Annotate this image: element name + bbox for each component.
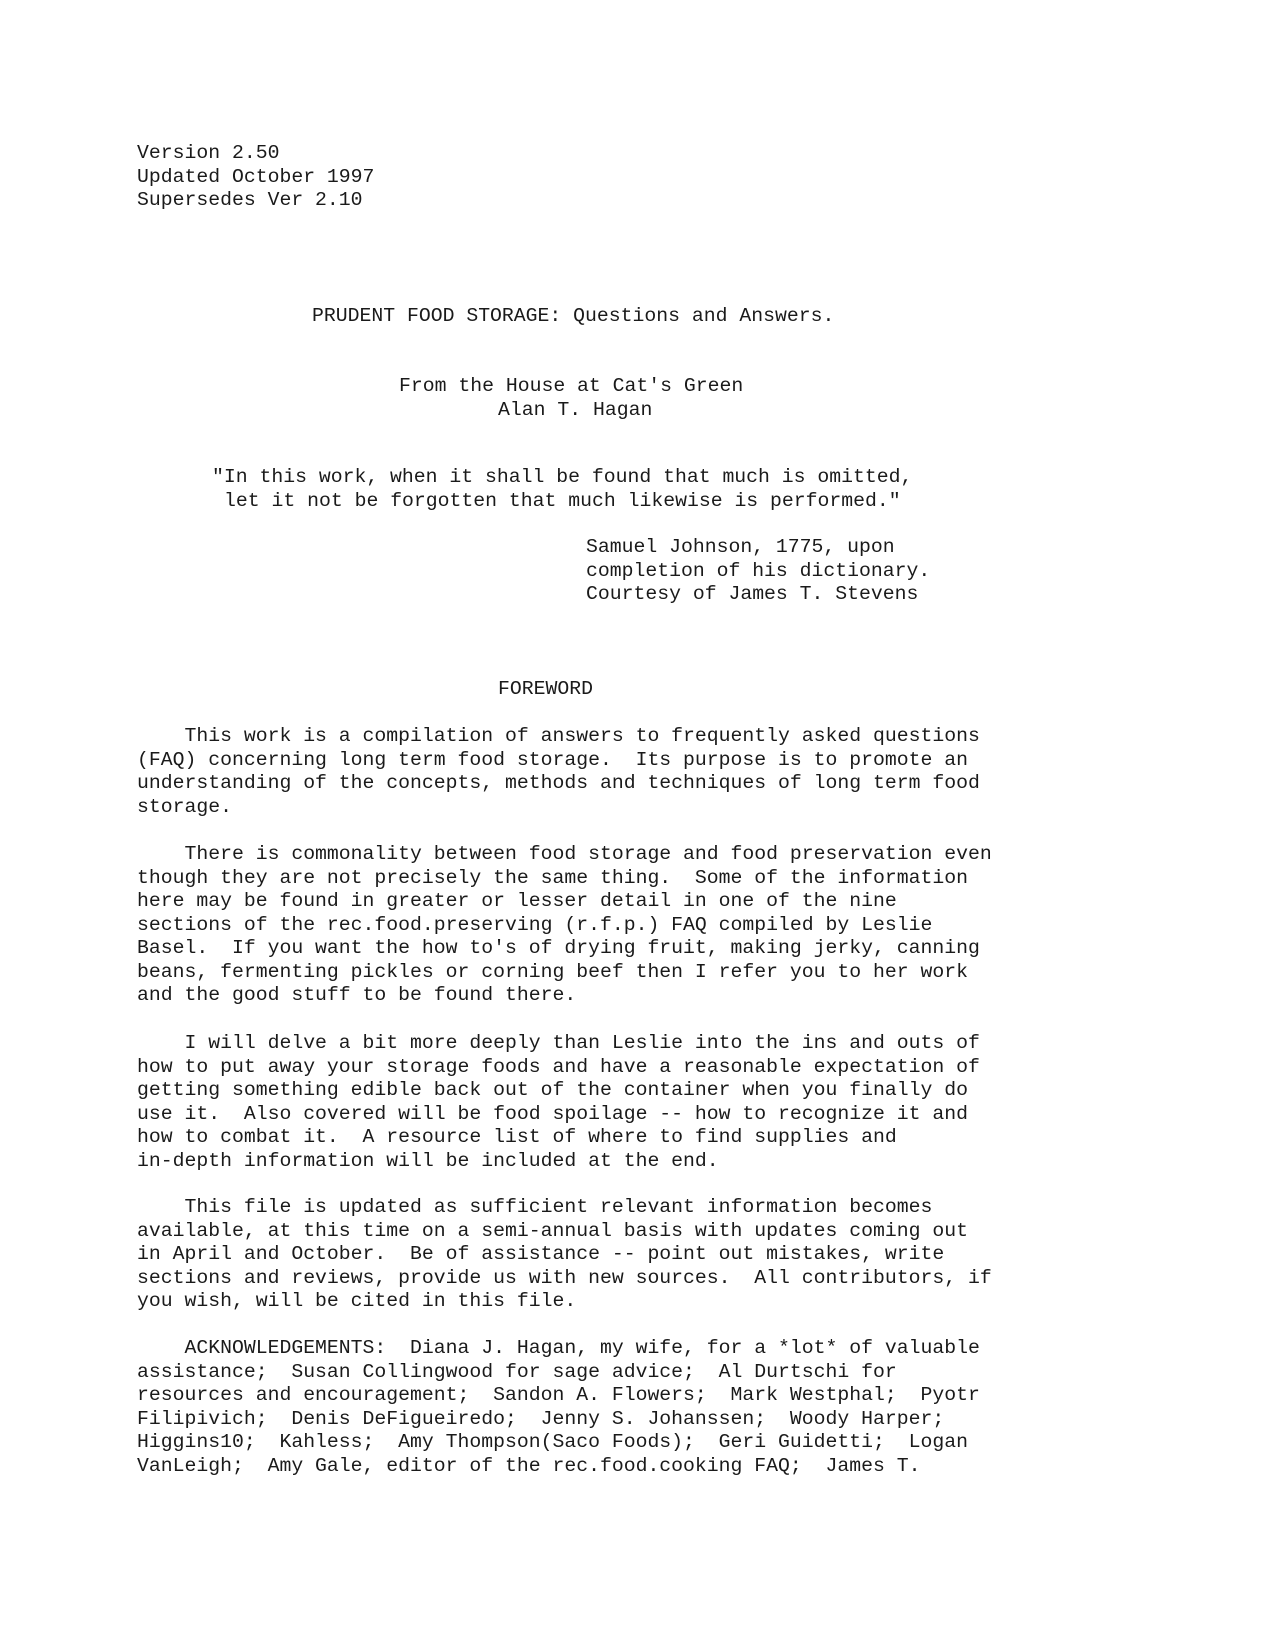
- paragraph-line: assistance; Susan Collingwood for sage advice; Al Durtschi for: [137, 1360, 897, 1383]
- paragraph-line: ACKNOWLEDGEMENTS: Diana J. Hagan, my wife, for a *lot* of valuable: [137, 1337, 980, 1359]
- attribution-line: Samuel Johnson, 1775, upon: [586, 536, 895, 558]
- author-line: Alan T. Hagan: [498, 398, 653, 421]
- paragraph-line: VanLeigh; Amy Gale, editor of the rec.food.cooking FAQ; James T.: [137, 1454, 921, 1477]
- paragraph-line: resources and encouragement; Sandon A. Flowers; Mark Westphal; Pyotr: [137, 1384, 980, 1406]
- paragraph-line: Filipivich; Denis DeFigueiredo; Jenny S. Johanssen; Woody Harper;: [137, 1407, 945, 1430]
- paragraph-line: and the good stuff to be found there.: [137, 984, 577, 1006]
- courtesy-line: Courtesy of James T. Stevens: [586, 583, 919, 605]
- paragraph-line: There is commonality between food storage and food preservation even: [137, 843, 992, 865]
- paragraph-line: in-depth information will be included at the end.: [137, 1149, 719, 1172]
- paragraph-line: use it. Also covered will be food spoilage -- how to recognize it and: [137, 1102, 968, 1125]
- paragraph-line: how to put away your storage foods and have a reasonable expectation of: [137, 1055, 980, 1078]
- quote-line: "In this work, when it shall be found that much is omitted,: [212, 466, 913, 488]
- paragraph-line: Higgins10; Kahless; Amy Thompson(Saco Foods); Geri Guidetti; Logan: [137, 1431, 968, 1453]
- quote-line: let it not be forgotten that much likewise is performed.": [224, 489, 901, 512]
- paragraph-line: Basel. If you want the how to's of drying fruit, making jerky, canning: [137, 937, 980, 959]
- paragraph-line: This file is updated as sufficient relevant information becomes: [137, 1196, 933, 1218]
- version-line: Version 2.50: [137, 142, 280, 164]
- paragraph-line: available, at this time on a semi-annual basis with updates coming out: [137, 1219, 968, 1242]
- paragraph-line: I will delve a bit more deeply than Leslie into the ins and outs of: [137, 1032, 980, 1054]
- document-title: PRUDENT FOOD STORAGE: Questions and Answers.: [312, 305, 835, 327]
- paragraph-line: storage.: [137, 795, 232, 818]
- updated-line: Updated October 1997: [137, 165, 375, 188]
- paragraph-line: sections of the rec.food.preserving (r.f.p.) FAQ compiled by Leslie: [137, 913, 933, 936]
- paragraph-line: (FAQ) concerning long term food storage. Its purpose is to promote an: [137, 748, 968, 771]
- paragraph-line: sections and reviews, provide us with new sources. All contributors, if: [137, 1266, 992, 1289]
- attribution-line: completion of his dictionary.: [586, 559, 931, 582]
- paragraph-line: though they are not precisely the same thing. Some of the information: [137, 866, 968, 889]
- foreword-heading: FOREWORD: [498, 678, 593, 700]
- from-line: From the House at Cat's Green: [399, 375, 744, 397]
- paragraph-line: here may be found in greater or lesser detail in one of the nine: [137, 890, 897, 912]
- paragraph-line: in April and October. Be of assistance -- point out mistakes, write: [137, 1243, 945, 1265]
- paragraph-line: you wish, will be cited in this file.: [137, 1290, 577, 1312]
- paragraph-line: getting something edible back out of the container when you finally do: [137, 1079, 968, 1101]
- supersedes-line: Supersedes Ver 2.10: [137, 189, 363, 211]
- paragraph-line: This work is a compilation of answers to frequently asked questions: [137, 725, 980, 747]
- paragraph-line: how to combat it. A resource list of where to find supplies and: [137, 1126, 897, 1148]
- paragraph-line: beans, fermenting pickles or corning beef then I refer you to her work: [137, 960, 968, 983]
- paragraph-line: understanding of the concepts, methods and techniques of long term food: [137, 772, 980, 794]
